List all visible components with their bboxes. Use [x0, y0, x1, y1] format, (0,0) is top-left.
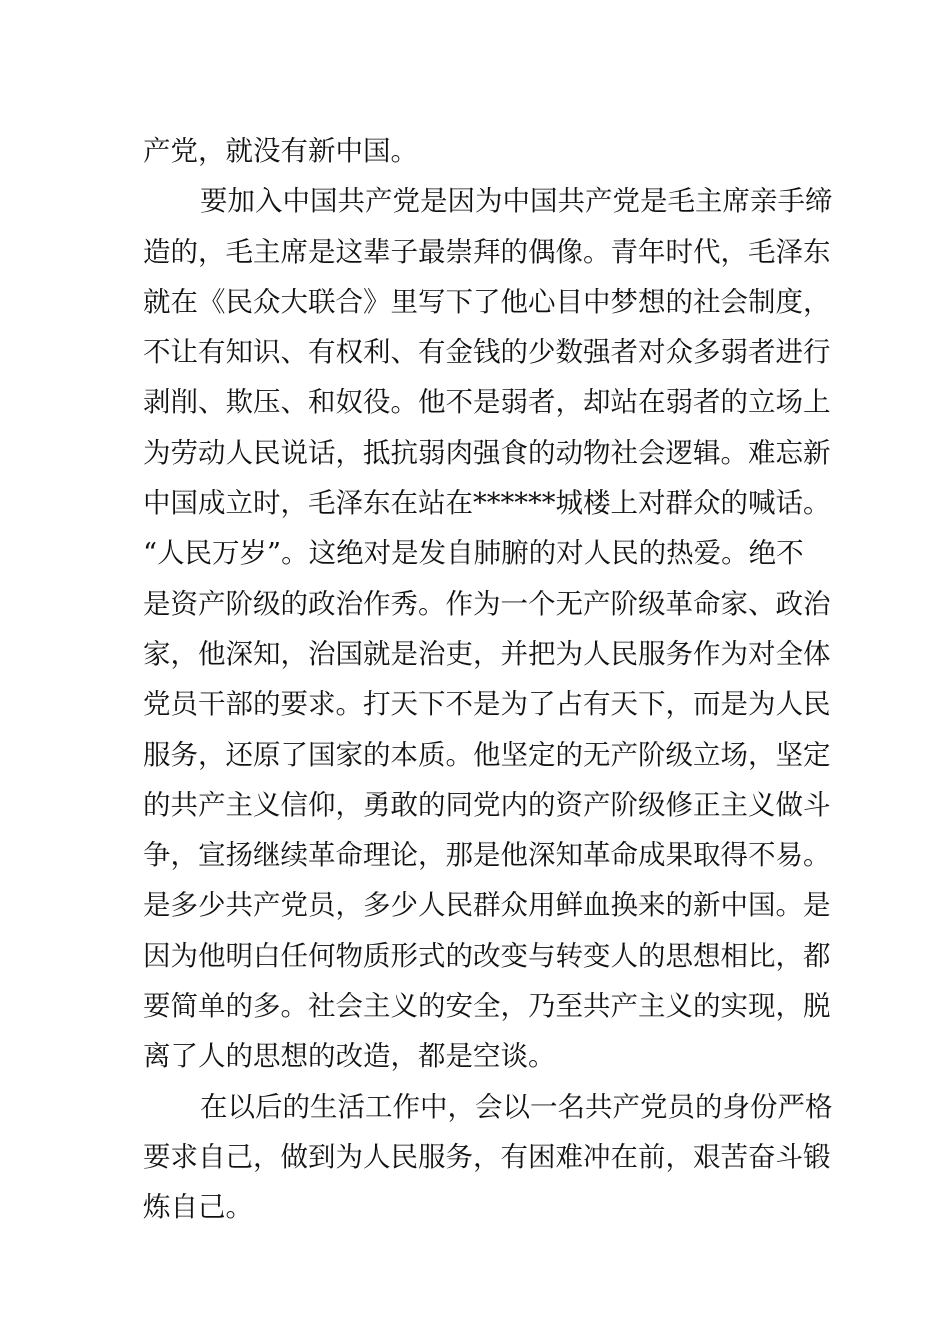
text-line: 不让有知识、有权利、有金钱的少数强者对众多弱者进行 — [143, 336, 831, 369]
paragraph-start-line: 要加入中国共产党是因为中国共产党是毛主席亲手缔 — [200, 185, 833, 218]
text-line: 因为他明白任何物质形式的改变与转变人的思想相比，都 — [143, 939, 831, 972]
text-line: 党员干部的要求。打天下不是为了占有天下，而是为人民 — [143, 688, 831, 721]
text-line: “人民万岁”。这绝对是发自肺腑的对人民的热爱。绝不 — [143, 537, 804, 570]
text-line: 的共产主义信仰，勇敢的同党内的资产阶级修正主义做斗 — [143, 788, 831, 821]
text-line: 就在《民众大联合》里写下了他心目中梦想的社会制度， — [143, 285, 831, 318]
text-line: 造的，毛主席是这辈子最崇拜的偶像。青年时代，毛泽东 — [143, 235, 831, 268]
text-line: 是多少共产党员，多少人民群众用鲜血换来的新中国。是 — [143, 889, 831, 922]
text-line: 要求自己，做到为人民服务，有困难冲在前，艰苦奋斗锻 — [143, 1140, 831, 1173]
text-line: 是资产阶级的政治作秀。作为一个无产阶级革命家、政治 — [143, 587, 831, 620]
paragraph-start-line: 在以后的生活工作中，会以一名共产党员的身份严格 — [200, 1090, 833, 1123]
text-line: 为劳动人民说话，抵抗弱肉强食的动物社会逻辑。难忘新 — [143, 436, 831, 469]
text-line: 争，宣扬继续革命理论，那是他深知革命成果取得不易。 — [143, 839, 831, 872]
text-line: 家，他深知，治国就是治吏，并把为人民服务作为对全体 — [143, 637, 831, 670]
text-line: 炼自己。 — [143, 1191, 253, 1224]
text-line: 要简单的多。社会主义的安全，乃至共产主义的实现，脱 — [143, 990, 831, 1023]
text-line: 服务，还原了国家的本质。他坚定的无产阶级立场，坚定 — [143, 738, 831, 771]
text-line: 产党，就没有新中国。 — [143, 135, 418, 167]
text-line: 离了人的思想的改造，都是空谈。 — [143, 1040, 556, 1073]
document-body — [143, 126, 833, 1233]
text-line: 中国成立时，毛泽东在站在******城楼上对群众的喊话。 — [143, 487, 831, 520]
text-line: 剥削、欺压、和奴役。他不是弱者，却站在弱者的立场上 — [143, 386, 831, 419]
